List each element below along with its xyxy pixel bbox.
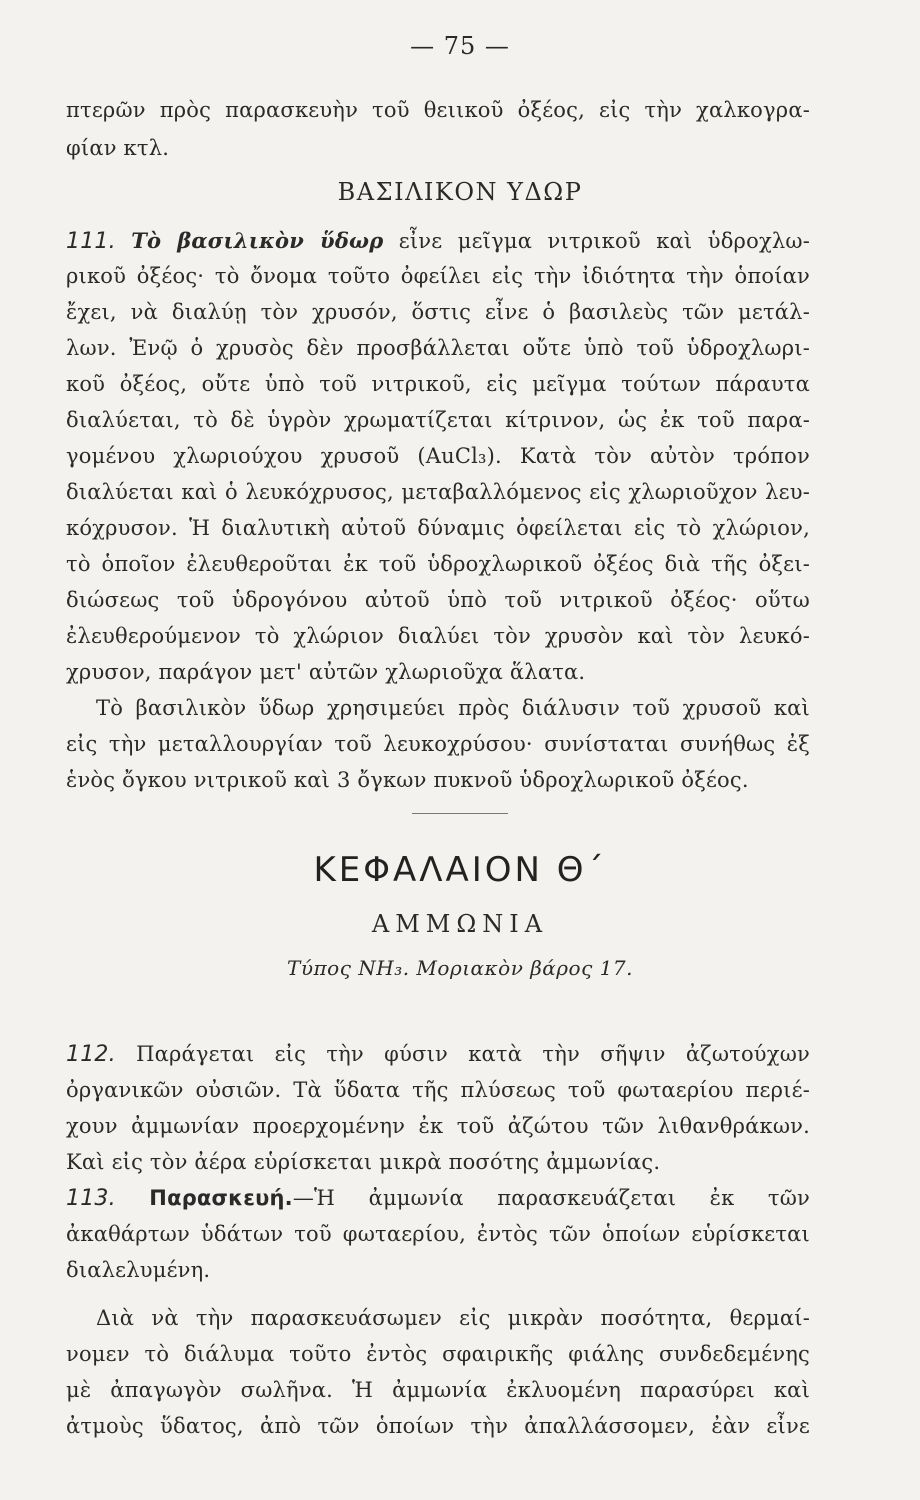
text-line: χουν ἀμμωνίαν προερχομένην ἐκ τοῦ ἀζώτου τῶν λιθανθράκων.: [66, 1114, 810, 1138]
formula-line: Τύπος NH₃. Μοριακὸν βάρος 17.: [287, 956, 633, 980]
text-line: γομένου χλωριούχου χρυσοῦ (AuCl₃). Κατὰ τὸν αὐτὸν τρόπον: [66, 444, 810, 468]
text-line: Τὸ βασιλικὸν ὕδωρ χρησιμεύει πρὸς διάλυσιν τοῦ χρυσοῦ καὶ: [96, 696, 810, 720]
text-span: εἶνε μεῖγμα νιτρικοῦ καὶ ὑδροχλω-: [398, 229, 810, 253]
text-line: πτερῶν πρὸς παρασκευὴν τοῦ θειικοῦ ὀξέος, εἰς τὴν χαλκογρα-: [66, 98, 810, 122]
text-line: εἰς τὴν μεταλλουργίαν τοῦ λευκοχρύσου· συνίσταται συνήθως ἐξ: [66, 732, 810, 756]
paragraph-number: 113.: [66, 1186, 116, 1211]
paragraph-number: 112.: [66, 1042, 116, 1067]
text-line: ἀκαθάρτων ὑδάτων τοῦ φωταερίου, ἐντὸς τῶν ὁποίων εὑρίσκεται: [66, 1222, 810, 1246]
text-line: τὸ ὁποῖον ἐλευθεροῦται ἐκ τοῦ ὑδροχλωρικοῦ ὀξέος διὰ τῆς ὀξει-: [66, 552, 810, 576]
text-line: διαλύεται καὶ ὁ λευκόχρυσος, μεταβαλλόμενος εἰς χλωριοῦχον λευ-: [66, 480, 810, 504]
divider-rule: [412, 813, 508, 814]
text-line: κοῦ ὀξέος, οὔτε ὑπὸ τοῦ νιτρικοῦ, εἰς μεῖγμα τούτων πάραυτα: [66, 372, 810, 396]
text-line: διώσεως τοῦ ὑδρογόνου αὐτοῦ ὑπὸ τοῦ νιτρικοῦ ὀξέος· οὕτω: [66, 588, 810, 612]
text-span: —Ἡ ἀμμωνία παρασκευάζεται ἐκ τῶν: [292, 1186, 810, 1210]
text-line: διαλύεται, τὸ δὲ ὑγρὸν χρωματίζεται κίτρινον, ὡς ἐκ τοῦ παρα-: [66, 408, 810, 432]
text-line: ἑνὸς ὄγκου νιτρικοῦ καὶ 3 ὄγκων πυκνοῦ ὑδροχλωρικοῦ ὀξέος.: [66, 768, 749, 792]
paragraph-first-line: [66, 226, 810, 256]
text-line: ἀτμοὺς ὕδατος, ἀπὸ τῶν ὁποίων τὴν ἀπαλλάσσομεν, ἐὰν εἶνε: [66, 1414, 810, 1438]
text-line: κόχρυσον. Ἡ διαλυτικὴ αὐτοῦ δύναμις ὀφείλεται εἰς τὸ χλώριον,: [66, 516, 810, 540]
text-line: χρυσον, παράγον μετ' αὐτῶν χλωριοῦχα ἅλατα.: [66, 660, 586, 684]
text-line: ρικοῦ ὀξέος· τὸ ὄνομα τοῦτο ὀφείλει εἰς τὴν ἰδιότητα τὴν ὁποίαν: [66, 264, 810, 288]
paragraph-first-line: [66, 1040, 810, 1069]
text-span: Παράγεται εἰς τὴν φύσιν κατὰ τὴν σῆψιν ἀζωτούχων: [136, 1042, 810, 1066]
text-line: ἔχει, νὰ διαλύῃ τὸν χρυσόν, ὅστις εἶνε ὁ βασιλεὺς τῶν μετάλ-: [66, 300, 810, 324]
term: Παρασκευή.: [149, 1186, 293, 1210]
page-number: — 75 —: [410, 32, 510, 60]
text-line: Διὰ νὰ τὴν παρασκευάσωμεν εἰς μικρὰν ποσότητα, θερμαί-: [96, 1306, 810, 1330]
text-line: νομεν τὸ διάλυμα τοῦτο ἐντὸς σφαιρικῆς φιάλης συνδεδεμένης: [66, 1342, 810, 1366]
paragraph-first-line: [66, 1184, 810, 1213]
text-line: ὀργανικῶν οὐσιῶν. Τὰ ὕδατα τῆς πλύσεως τοῦ φωταερίου περιέ-: [66, 1078, 810, 1102]
text-line: ἐλευθερούμενον τὸ χλώριον διαλύει τὸν χρυσὸν καὶ τὸν λευκό-: [66, 624, 810, 648]
text-line: μὲ ἀπαγωγὸν σωλῆνα. Ἡ ἀμμωνία ἐκλυομένη παρασύρει καὶ: [66, 1378, 810, 1402]
section-heading: ΒΑΣΙΛΙΚΟΝ ΥΔΩΡ: [337, 178, 583, 206]
chapter-title: ΚΕΦΑΛΑΙΟΝ Θ΄: [313, 850, 607, 890]
term: Τὸ βασιλικὸν ὕδωρ: [131, 228, 384, 253]
text-line: Καὶ εἰς τὸν ἀέρα εὑρίσκεται μικρὰ ποσότης ἀμμωνίας.: [66, 1150, 661, 1174]
text-line: λων. Ἐνῷ ὁ χρυσὸς δὲν προσβάλλεται οὔτε ὑπὸ τοῦ ὑδροχλωρι-: [66, 336, 810, 360]
text-line: φίαν κτλ.: [66, 136, 170, 160]
chapter-subtitle: ΑΜΜΩΝΙΑ: [371, 910, 549, 938]
paragraph-number: 111.: [66, 229, 116, 254]
text-line: διαλελυμένη.: [66, 1258, 211, 1282]
